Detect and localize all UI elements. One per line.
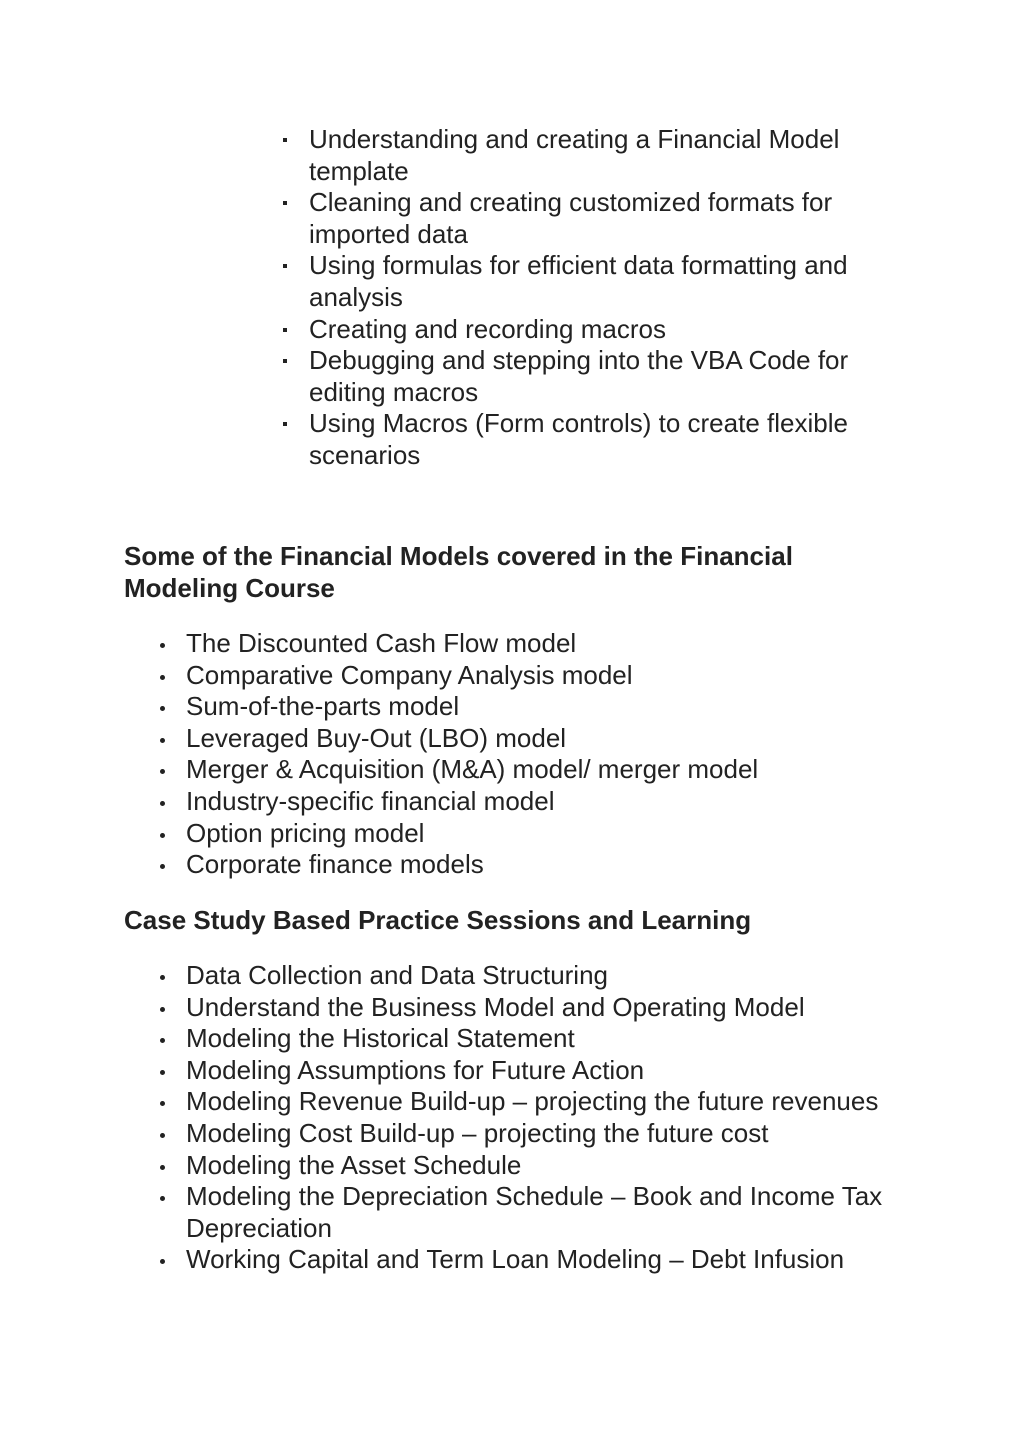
list-item <box>309 124 899 187</box>
list-item-text: Merger & Acquisition (M&A) model/ merger model <box>186 754 759 785</box>
round-bullet-icon <box>160 975 165 980</box>
list-item <box>186 1244 906 1276</box>
list-item <box>186 992 906 1024</box>
square-bullet-icon <box>283 264 287 268</box>
list-item-text: Industry-specific financial model <box>186 785 555 816</box>
list-item-text: Working Capital and Term Loan Modeling – Debt Infusion <box>186 1244 845 1275</box>
round-bullet-icon <box>160 1007 165 1012</box>
round-bullet-icon <box>160 1259 165 1264</box>
case-study-section-heading: Case Study Based Practice Sessions and Learning <box>124 905 752 935</box>
list-item <box>186 628 906 660</box>
list-item <box>309 408 899 471</box>
list-item <box>309 345 899 408</box>
round-bullet-icon <box>160 769 165 774</box>
square-bullet-icon <box>283 359 287 363</box>
list-item-text: Understand the Business Model and Operating Model <box>186 991 805 1022</box>
list-item-text: Sum-of-the-parts model <box>186 691 460 722</box>
list-item <box>186 818 906 850</box>
list-item-text: Comparative Company Analysis model <box>186 659 633 690</box>
list-item <box>186 660 906 692</box>
round-bullet-icon <box>160 706 165 711</box>
list-item <box>186 723 906 755</box>
list-item <box>186 754 906 786</box>
round-bullet-icon <box>160 1165 165 1170</box>
round-bullet-icon <box>160 675 165 680</box>
round-bullet-icon <box>160 1101 165 1106</box>
list-item-text: Using Macros (Form controls) to create flexible scenarios <box>309 408 848 470</box>
macro-topics-list <box>309 124 899 472</box>
list-item-text: Debugging and stepping into the VBA Code for editing macros <box>309 345 849 407</box>
list-item <box>186 1118 906 1150</box>
round-bullet-icon <box>160 833 165 838</box>
models-section-heading: Some of the Financial Models covered in the Financial Modeling Course <box>124 541 793 603</box>
list-item <box>186 786 906 818</box>
case-study-topics-list <box>186 960 906 1276</box>
list-item-text: Modeling Cost Build-up – projecting the future cost <box>186 1117 769 1148</box>
list-item <box>309 314 899 346</box>
list-item-text: Modeling the Asset Schedule <box>186 1149 522 1180</box>
round-bullet-icon <box>160 1038 165 1043</box>
list-item <box>186 1150 906 1182</box>
round-bullet-icon <box>160 1133 165 1138</box>
list-item-text: The Discounted Cash Flow model <box>186 628 577 658</box>
list-item <box>309 250 899 313</box>
square-bullet-icon <box>283 328 287 332</box>
list-item <box>186 1181 906 1244</box>
list-item-text: Data Collection and Data Structuring <box>186 960 609 990</box>
list-item <box>186 849 906 881</box>
round-bullet-icon <box>160 1196 165 1201</box>
list-item-text: Modeling the Depreciation Schedule – Book and Income Tax Depreciation <box>186 1181 883 1243</box>
list-item-text: Cleaning and creating customized formats for imported data <box>309 187 833 249</box>
list-item-text: Creating and recording macros <box>309 313 666 344</box>
list-item-text: Understanding and creating a Financial Model template <box>309 124 840 186</box>
round-bullet-icon <box>160 1070 165 1075</box>
list-item-text: Modeling Revenue Build-up – projecting the future revenues <box>186 1086 879 1117</box>
list-item <box>186 1086 906 1118</box>
list-item-text: Leveraged Buy-Out (LBO) model <box>186 722 567 753</box>
list-item <box>186 1023 906 1055</box>
list-item <box>186 691 906 723</box>
round-bullet-icon <box>160 864 165 869</box>
list-item-text: Option pricing model <box>186 817 425 848</box>
round-bullet-icon <box>160 643 165 648</box>
list-item-text: Corporate finance models <box>186 849 484 880</box>
square-bullet-icon <box>283 422 287 426</box>
square-bullet-icon <box>283 138 287 142</box>
list-item-text: Using formulas for efficient data formatting and analysis <box>309 250 848 312</box>
list-item-text: Modeling the Historical Statement <box>186 1023 575 1054</box>
square-bullet-icon <box>283 201 287 205</box>
list-item-text: Modeling Assumptions for Future Action <box>186 1054 645 1085</box>
round-bullet-icon <box>160 738 165 743</box>
round-bullet-icon <box>160 801 165 806</box>
list-item <box>186 960 906 992</box>
list-item <box>309 187 899 250</box>
list-item <box>186 1055 906 1087</box>
financial-models-list <box>186 628 906 881</box>
